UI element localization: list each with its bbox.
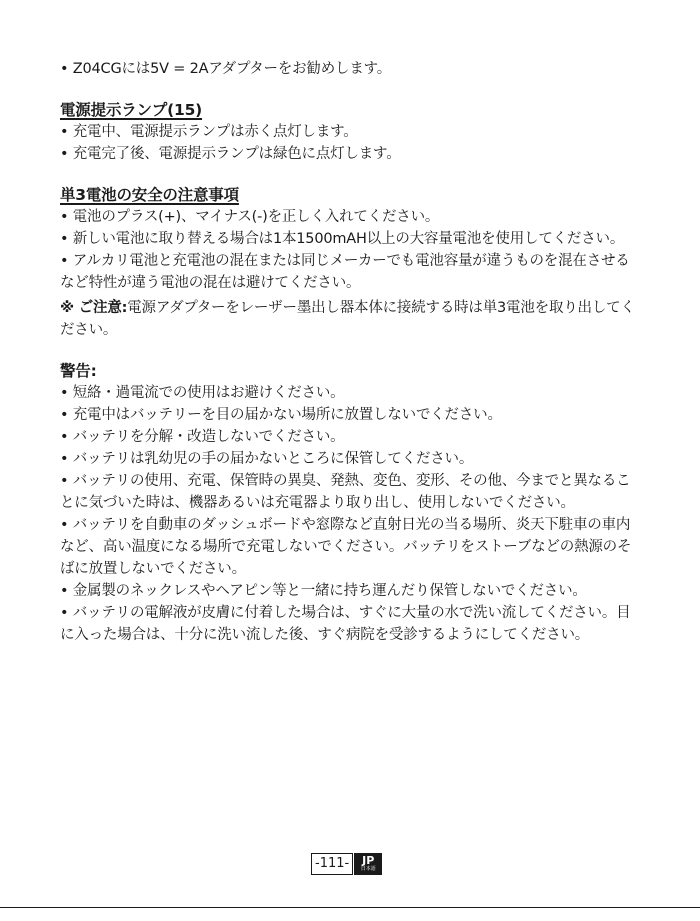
- caution-note-text: 電源アダプターをレーザー墨出し器本体に接続する時は単3電池を取り出してください。: [60, 300, 635, 338]
- language-badge: [354, 853, 382, 875]
- battery-safety-section: [60, 184, 638, 341]
- adapter-recommendation: • Z04CGには5V = 2Aアダプターをお勧めします。: [60, 61, 392, 77]
- page-footer: [311, 853, 382, 875]
- list-item: • 充電完了後、電源提示ランプは緑色に点灯します。: [60, 146, 401, 162]
- list-item: • バッテリの電解液が皮膚に付着した場合は、すぐに大量の水で洗い流してください。目に入った場合は、十分に洗い流した後、すぐ病院を受診するようにしてください。: [60, 605, 631, 643]
- power-lamp-section: [60, 99, 638, 165]
- manual-page: [60, 58, 638, 646]
- power-lamp-heading: 電源提示ランプ(15): [60, 101, 203, 119]
- list-item: • 充電中、電源提示ランプは赤く点灯します。: [60, 124, 358, 140]
- language-name: 日本語: [360, 866, 376, 872]
- list-item: • 電池のプラス(+)、マイナス(-)を正しく入れてください。: [60, 209, 440, 225]
- list-item: • 充電中はバッテリーを目の届かない場所に放置しないでください。: [60, 407, 502, 423]
- list-item: • バッテリを分解・改造しないでください。: [60, 429, 345, 445]
- warnings-heading: 警告:: [60, 362, 97, 380]
- list-item: • 新しい電池に取り替える場合は1本1500mAH以上の大容量電池を使用してください。: [60, 231, 625, 247]
- page-number: -111-: [311, 853, 353, 875]
- caution-note: [60, 297, 638, 341]
- list-item: • 金属製のネックレスやヘアピン等と一緒に持ち運んだり保管しないでください。: [60, 583, 587, 599]
- list-item: • 短絡・過電流での使用はお避けください。: [60, 385, 345, 401]
- list-item: • アルカリ電池と充電池の混在または同じメーカーでも電池容量が違うものを混在させるなど特性が違う電池の混在は避けてください。: [60, 253, 630, 291]
- list-item: • バッテリは乳幼児の手の届かないところに保管してください。: [60, 451, 474, 467]
- battery-safety-heading: 単3電池の安全の注意事項: [60, 186, 239, 204]
- warnings-section: [60, 360, 638, 646]
- bottom-divider: [0, 907, 700, 908]
- caution-note-label: ※ ご注意:: [60, 300, 128, 316]
- list-item: • バッテリの使用、充電、保管時の異臭、発熱、変色、変形、その他、今までと異なることに気づいた時は、機器あるいは充電器より取り出し、使用しないでください。: [60, 473, 631, 511]
- list-item: • バッテリを自動車のダッシュボードや窓際など直射日光の当る場所、炎天下駐車の車内など、高い温度になる場所で充電しないでください。バッテリをストーブなどの熱源のそばに放置しないでください。: [60, 517, 632, 577]
- language-code: JP: [362, 854, 375, 867]
